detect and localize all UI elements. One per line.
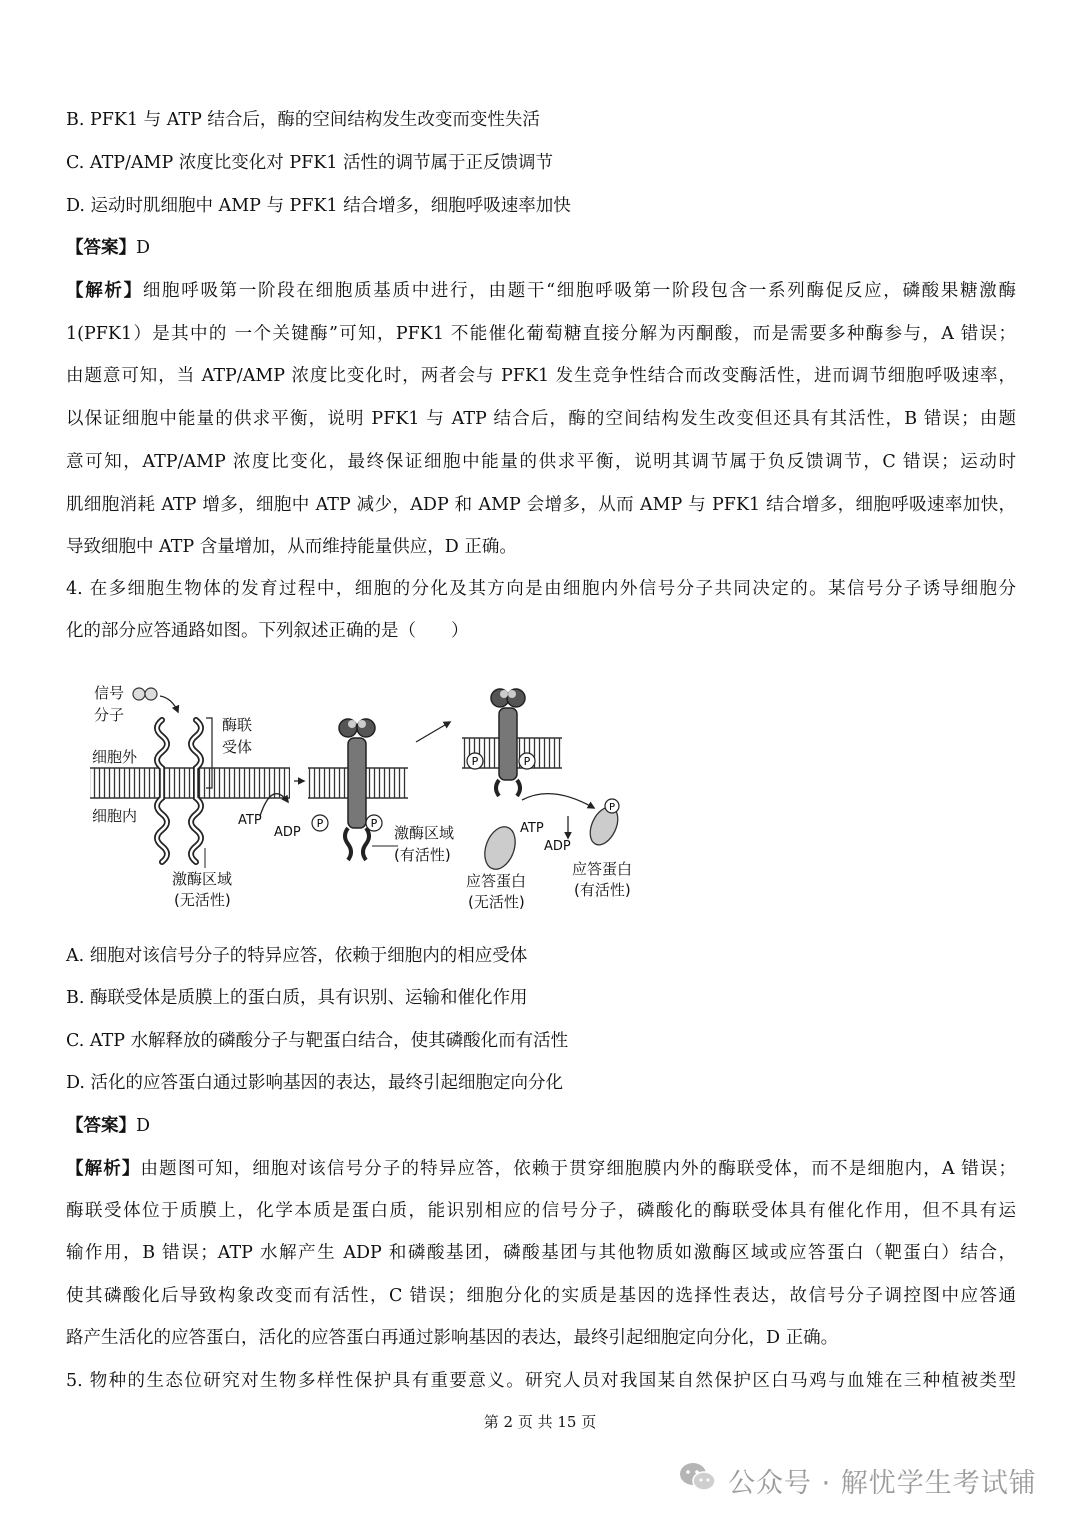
q3-analysis-line: 意可知，ATP/AMP 浓度比变化，最终保证细胞中能量的供求平衡，说明其调节属于负反馈调节，C 错误；运动时	[66, 452, 1016, 472]
analysis-label: 【解析】	[66, 1159, 141, 1179]
answer-label: 【答案】	[66, 238, 136, 258]
phosphate-icon	[605, 799, 619, 813]
label-adp: ADP	[544, 839, 571, 854]
q4-option-b: B. 酶联受体是质膜上的蛋白质，具有识别、运输和催化作用	[66, 988, 528, 1008]
svg-text:P: P	[316, 817, 324, 830]
label-inside: 细胞内	[92, 807, 138, 825]
svg-text:P: P	[608, 802, 616, 813]
q3-analysis-line: 由题意可知，当 ATP/AMP 浓度比变化时，两者会与 PFK1 发生竞争性结合而改变酶活性，进而调节细胞呼吸速率，	[66, 366, 1016, 386]
phosphate-icon	[467, 753, 483, 769]
response-protein-inactive	[479, 823, 520, 874]
q4-analysis-line: 输作用，B 错误；ATP 水解产生 ADP 和磷酸基团，磷酸基团与其他物质如激酶区域或应答蛋白（靶蛋白）结合，	[66, 1243, 1016, 1263]
page-number: 第 2 页 共 15 页	[483, 1413, 597, 1431]
q3-option-d: D. 运动时肌细胞中 AMP 与 PFK1 结合增多，细胞呼吸速率加快	[66, 196, 571, 216]
receptor-pathway-figure	[82, 676, 662, 916]
svg-text:P: P	[370, 817, 378, 830]
label-kinase-inactive: (无活性)	[174, 891, 231, 909]
q5-stem-line: 5. 物种的生态位研究对生物多样性保护具有重要意义。研究人员对我国某自然保护区白马鸡与血雉在三种植被类型	[66, 1371, 1016, 1391]
label-signal: 信号	[94, 684, 125, 702]
watermark	[678, 1458, 1037, 1502]
label-atp: ATP	[238, 813, 262, 828]
watermark-text: 公众号 · 解忧学生考试铺	[728, 1467, 1037, 1499]
q4-stem-line: 4. 在多细胞生物体的发育过程中，细胞的分化及其方向是由细胞内外信号分子共同决定的。某信号分子诱导细胞分	[66, 579, 1016, 599]
cell-membrane-1	[90, 768, 290, 798]
label-response-inactive: 应答蛋白	[466, 872, 527, 890]
q3-answer	[66, 236, 1016, 260]
label-signal: 分子	[94, 706, 125, 724]
phosphate-icon	[519, 753, 535, 769]
label-kinase-active: 激酶区域	[394, 824, 455, 842]
q4-stem-line: 化的部分应答通路如图。下列叙述正确的是（ ）	[66, 621, 469, 641]
analysis-text: 细胞呼吸第一阶段在细胞质基质中进行，由题干“细胞呼吸第一阶段包含一系列酶促反应，磷酸果糖激酶	[142, 281, 1016, 301]
q3-analysis-line: 肌细胞消耗 ATP 增多，细胞中 ATP 减少，ADP 和 AMP 会增多，从而 AMP 与 PFK1 结合增多，细胞呼吸速率加快，	[66, 495, 1016, 515]
wechat-icon	[678, 1460, 718, 1501]
signal-molecule	[133, 688, 157, 700]
label-atp: ATP	[520, 821, 544, 836]
analysis-label: 【解析】	[66, 281, 143, 301]
q4-option-a: A. 细胞对该信号分子的特异应答，依赖于细胞内的相应受体	[66, 946, 528, 966]
phosphate-icon	[312, 815, 328, 831]
q3-analysis-line: 导致细胞中 ATP 含量增加，从而维持能量供应，D 正确。	[66, 537, 517, 557]
svg-text:P: P	[523, 755, 531, 768]
q3-option-c: C. ATP/AMP 浓度比变化对 PFK1 活性的调节属于正反馈调节	[66, 153, 554, 173]
label-kinase-inactive: 激酶区域	[172, 870, 233, 888]
q4-analysis-line: 路产生活化的应答蛋白，活化的应答蛋白再通过影响基因的表达，最终引起细胞定向分化，D 正确。	[66, 1328, 839, 1348]
q3-analysis-line	[66, 279, 1016, 303]
label-response-inactive: (无活性)	[468, 893, 525, 911]
q4-analysis-line: 酶联受体位于质膜上，化学本质是蛋白质，能识别相应的信号分子，磷酸化的酶联受体具有催化作用，但不具有运	[66, 1201, 1016, 1221]
q4-option-c: C. ATP 水解释放的磷酸分子与靶蛋白结合，使其磷酸化而有活性	[66, 1031, 569, 1051]
q3-analysis-line: 1(PFK1）是其中的 一个关键酶”可知，PFK1 不能催化葡萄糖直接分解为丙酮酸，而是需要多种酶参与，A 错误；	[66, 324, 1016, 344]
answer-value: D	[136, 1116, 151, 1136]
q4-option-d: D. 活化的应答蛋白通过影响基因的表达，最终引起细胞定向分化	[66, 1073, 564, 1093]
label-kinase-active: (有活性)	[394, 846, 451, 864]
label-receptor: 受体	[222, 738, 253, 756]
label-response-active: 应答蛋白	[572, 860, 633, 878]
answer-value: D	[136, 238, 151, 258]
label-outside: 细胞外	[92, 748, 138, 766]
phosphate-icon	[366, 815, 382, 831]
label-response-active: (有活性)	[574, 881, 631, 899]
answer-label: 【答案】	[66, 1116, 136, 1136]
q3-option-b: B. PFK1 与 ATP 结合后，酶的空间结构发生改变而变性失活	[66, 110, 540, 130]
q4-answer	[66, 1114, 1016, 1138]
q4-analysis-line	[66, 1157, 1016, 1181]
q4-analysis-line: 使其磷酸化后导致构象改变而有活性，C 错误；细胞分化的实质是基因的选择性表达，故信号分子调控图中应答通	[66, 1286, 1016, 1306]
analysis-text: 由题图可知，细胞对该信号分子的特异应答，依赖于贯穿细胞膜内外的酶联受体，而不是细胞内，A 错误；	[140, 1159, 1016, 1179]
svg-text:P: P	[471, 755, 479, 768]
label-receptor: 酶联	[222, 716, 253, 734]
q3-analysis-line: 以保证细胞中能量的供求平衡，说明 PFK1 与 ATP 结合后，酶的空间结构发生改变但还具有其活性，B 错误；由题	[66, 409, 1016, 429]
label-adp: ADP	[274, 825, 301, 840]
